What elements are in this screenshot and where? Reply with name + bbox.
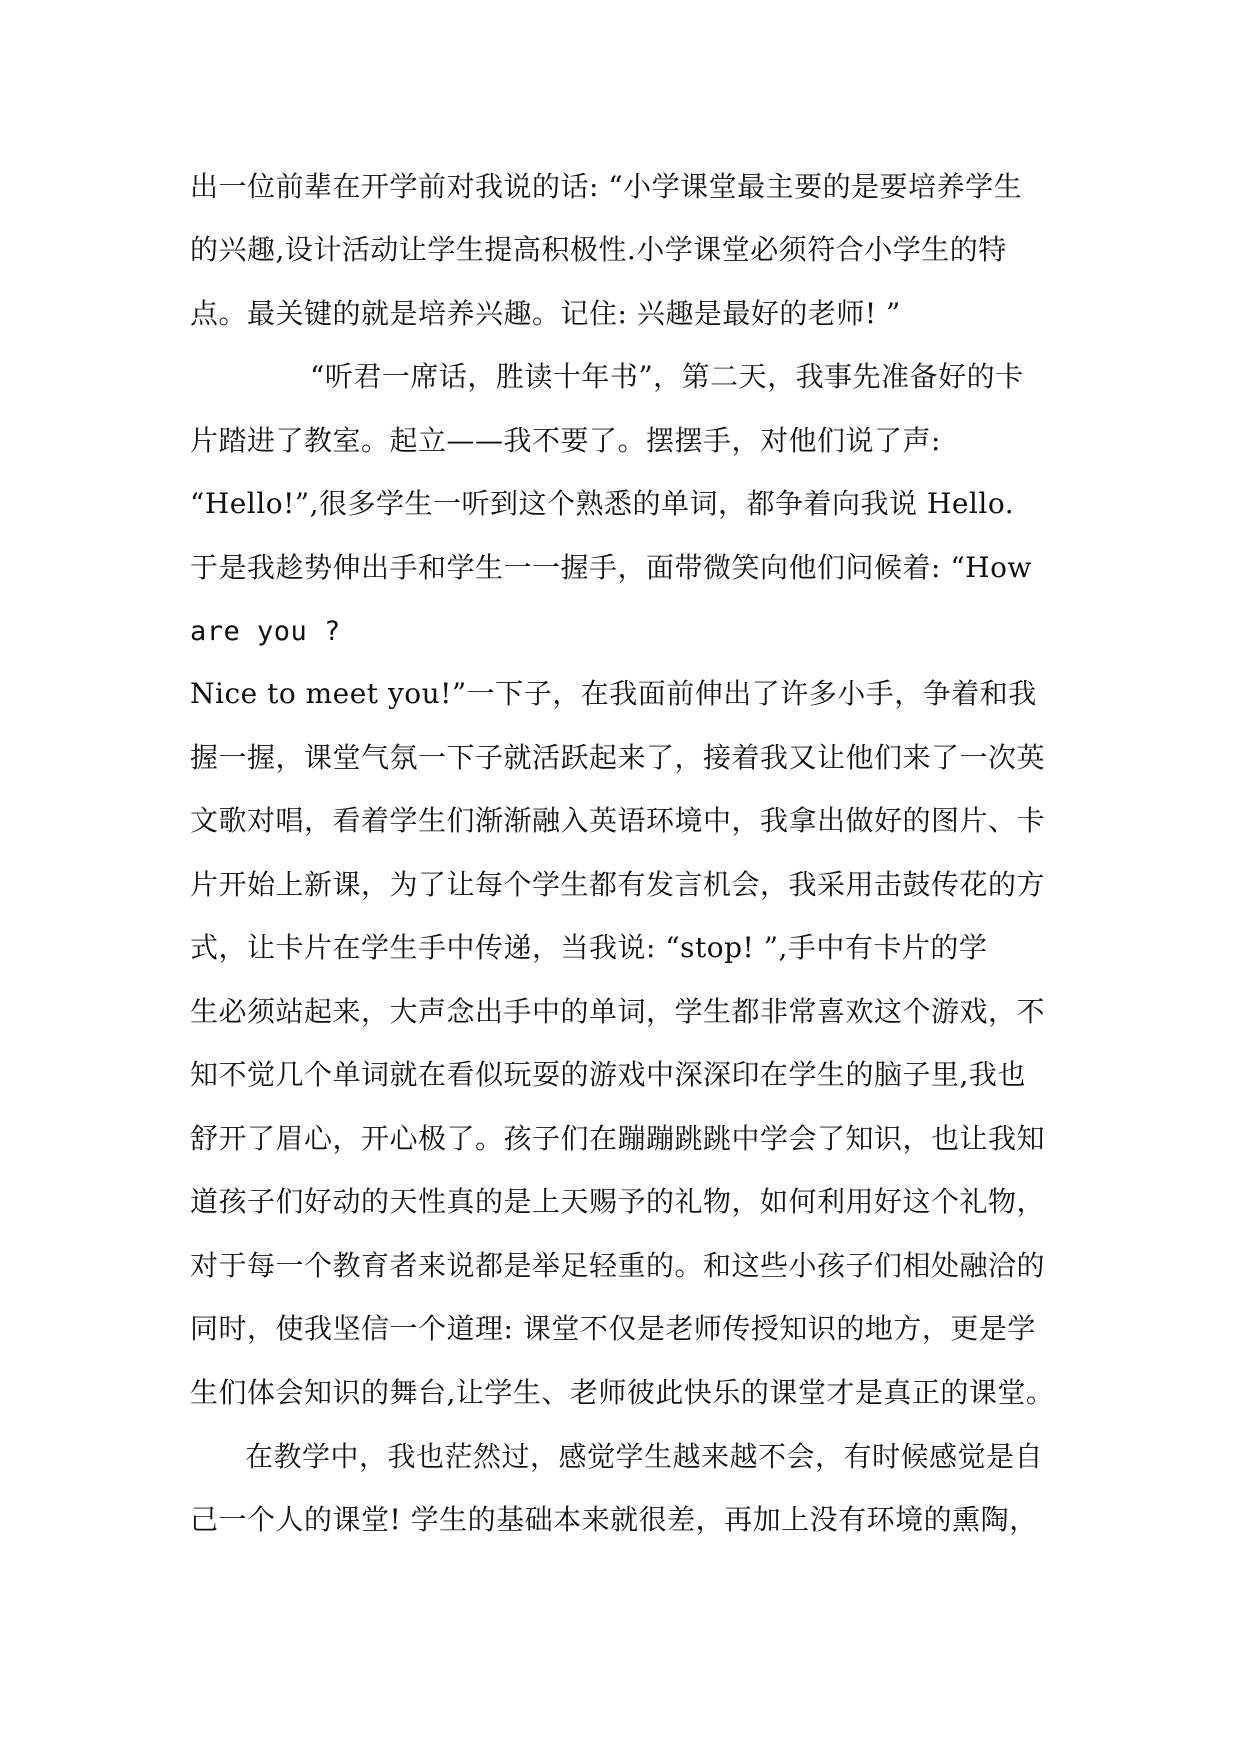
text-line: 知不觉几个单词就在看似玩耍的游戏中深深印在学生的脑子里,我也 [190,1058,1026,1091]
text-line: 点。最关键的就是培养兴趣。记住: 兴趣是最好的老师! ” [190,297,901,330]
text-line: 式，让卡片在学生手中传递，当我说: “stop! ”,手中有卡片的学 [190,931,988,964]
text-line: are you ? [190,616,341,647]
text-line: 片开始上新课，为了让每个学生都有发言机会，我采用击鼓传花的方 [190,868,1046,901]
text-line: 己一个人的课堂! 学生的基础本来就很差，再加上没有环境的熏陶， [190,1503,1038,1536]
text-line: 道孩子们好动的天性真的是上天赐予的礼物，如何利用好这个礼物， [190,1185,1046,1218]
text-line: 片踏进了教室。起立——我不要了。摆摆手，对他们说了声: [190,424,941,457]
text-line: Nice to meet you!”一下子，在我面前伸出了许多小手，争着和我 [190,677,1037,710]
text-line: 于是我趁势伸出手和学生一一握手，面带微笑向他们问候着: “How [190,551,1032,584]
text-line: 同时，使我坚信一个道理: 课堂不仅是老师传授知识的地方，更是学 [190,1312,1036,1345]
text-line: “听君一席话，胜读十年书”，第二天，我事先准备好的卡 [310,360,1024,393]
text-line: 舒开了眉心，开心极了。孩子们在蹦蹦跳跳中学会了知识，也让我知 [190,1122,1046,1155]
text-line: 在教学中，我也茫然过，感觉学生越来越不会，有时候感觉是自 [245,1440,1044,1473]
text-line: “Hello!”,很多学生一听到这个熟悉的单词，都争着向我说 Hello. [190,487,1015,520]
text-line: 对于每一个教育者来说都是举足轻重的。和这些小孩子们相处融洽的 [190,1249,1046,1282]
text-line: 生们体会知识的舞台,让学生、老师彼此快乐的课堂才是真正的课堂。 [190,1376,1055,1409]
text-line: 的兴趣,设计活动让学生提高积极性.小学课堂必须符合小学生的特 [190,233,1007,266]
text-line: 生必须站起来，大声念出手中的单词，学生都非常喜欢这个游戏，不 [190,995,1046,1028]
text-line: 文歌对唱，看着学生们渐渐融入英语环境中，我拿出做好的图片、卡 [190,804,1046,837]
text-line: 出一位前辈在开学前对我说的话: “小学课堂最主要的是要培养学生 [190,170,1023,203]
text-line: 握一握，课堂气氛一下子就活跃起来了，接着我又让他们来了一次英 [190,741,1046,774]
